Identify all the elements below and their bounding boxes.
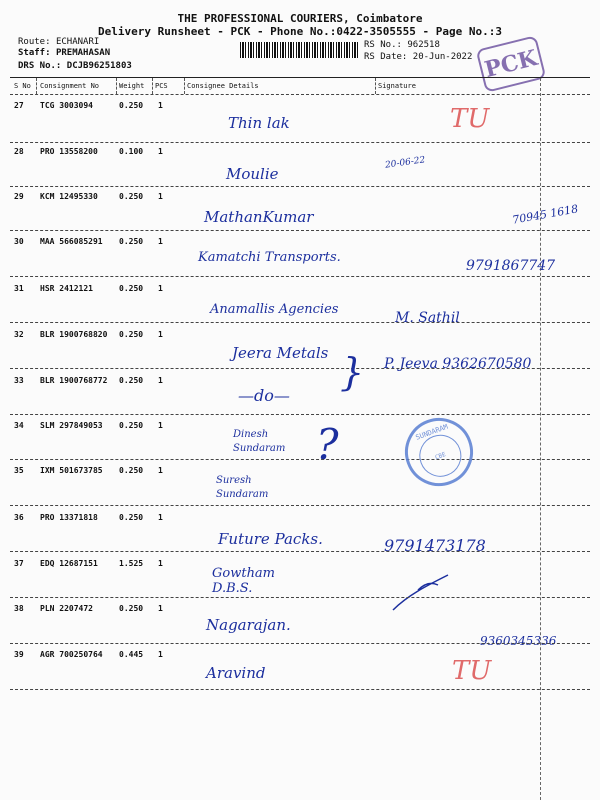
row-divider bbox=[10, 414, 590, 415]
row-consignee: Moulie bbox=[226, 165, 279, 183]
hdr-sep bbox=[116, 78, 117, 94]
row-signature: M. Sathil bbox=[395, 310, 460, 326]
row-divider bbox=[10, 186, 590, 187]
row-consignment: TCG 3003094 bbox=[40, 101, 93, 110]
row-pcs: 1 bbox=[158, 559, 163, 568]
table-top-rule bbox=[10, 77, 590, 78]
row-divider bbox=[10, 551, 590, 552]
row-consignment: EDQ 12687151 bbox=[40, 559, 98, 568]
col-consignee: Consignee Details bbox=[187, 82, 259, 90]
row-sno: 30 bbox=[14, 237, 24, 246]
staff-label: Staff: bbox=[18, 48, 51, 58]
row-weight: 0.250 bbox=[119, 237, 144, 246]
row-weight: 0.250 bbox=[119, 513, 144, 522]
row-pcs: 1 bbox=[158, 604, 163, 613]
brace-icon: ? bbox=[316, 420, 339, 469]
staff-info bbox=[18, 48, 110, 58]
row-weight: 0.445 bbox=[119, 650, 144, 659]
row-sno: 39 bbox=[14, 650, 24, 659]
row-consignment: KCM 12495330 bbox=[40, 192, 98, 201]
rs-no-value: 962518 bbox=[407, 40, 440, 50]
route-info bbox=[18, 37, 99, 47]
row-sno: 33 bbox=[14, 376, 24, 385]
row-signature: 20-06-22 bbox=[384, 155, 426, 171]
row-consignment: PRO 13371818 bbox=[40, 513, 98, 522]
row-pcs: 1 bbox=[158, 466, 163, 475]
row-consignee: Dinesh Sundaram bbox=[233, 429, 286, 454]
row-signature: 9791473178 bbox=[384, 536, 486, 555]
drs-info bbox=[18, 61, 132, 71]
row-consignment: PRO 13558200 bbox=[40, 147, 98, 156]
row-consignee: Anamallis Agencies bbox=[210, 302, 339, 317]
row-consignment: MAA 566085291 bbox=[40, 237, 103, 246]
row-consignment: AGR 700250764 bbox=[40, 650, 103, 659]
row-weight: 0.250 bbox=[119, 376, 144, 385]
row-sno: 31 bbox=[14, 284, 24, 293]
row-consignee: MathanKumar bbox=[204, 208, 314, 226]
row-pcs: 1 bbox=[158, 237, 163, 246]
row-consignment: BLR 1900768820 bbox=[40, 330, 108, 339]
row-consignment: SLM 297849053 bbox=[40, 421, 103, 430]
col-sno: S No bbox=[14, 82, 31, 90]
staff-value: PREMAHASAN bbox=[55, 48, 111, 58]
row-consignment: IXM 501673785 bbox=[40, 466, 103, 475]
rs-date-label: RS Date: bbox=[364, 52, 408, 62]
row-consignment: BLR 1900768772 bbox=[40, 376, 108, 385]
sundaram-stamp bbox=[395, 408, 482, 495]
row-sno: 35 bbox=[14, 466, 24, 475]
row-consignee: Jeera Metals bbox=[232, 344, 329, 362]
brace-icon: } bbox=[340, 350, 365, 394]
rs-date-info bbox=[364, 52, 472, 62]
row-pcs: 1 bbox=[158, 513, 163, 522]
row-weight: 0.100 bbox=[119, 147, 144, 156]
row-divider bbox=[10, 643, 590, 644]
row-weight: 0.250 bbox=[119, 421, 144, 430]
row-pcs: 1 bbox=[158, 147, 163, 156]
row-divider bbox=[10, 689, 590, 690]
row-divider bbox=[10, 459, 590, 460]
row-pcs: 1 bbox=[158, 101, 163, 110]
barcode bbox=[240, 42, 360, 58]
row-consignment: PLN 2207472 bbox=[40, 604, 93, 613]
stamp-inner-text: CBE bbox=[413, 429, 467, 483]
header-bottom-rule bbox=[10, 94, 590, 95]
row-sno: 28 bbox=[14, 147, 24, 156]
row-sno: 37 bbox=[14, 559, 24, 568]
row-divider bbox=[10, 230, 590, 231]
row-signature: P. Jeeva 9362670580 bbox=[384, 356, 532, 372]
signature-scribble bbox=[388, 570, 458, 614]
row-weight: 0.250 bbox=[119, 101, 144, 110]
row-divider bbox=[10, 276, 590, 277]
row-signature: 9360345336 bbox=[480, 634, 557, 648]
row-sno: 38 bbox=[14, 604, 24, 613]
row-pcs: 1 bbox=[158, 650, 163, 659]
row-weight: 0.250 bbox=[119, 466, 144, 475]
row-weight: 0.250 bbox=[119, 604, 144, 613]
row-consignee: —do— bbox=[238, 386, 290, 405]
route-value: ECHANARI bbox=[55, 37, 100, 47]
company-title: THE PROFESSIONAL COURIERS, Coimbatore bbox=[177, 12, 423, 25]
row-pcs: 1 bbox=[158, 330, 163, 339]
row-signature: 9791867747 bbox=[466, 258, 556, 274]
col-consignment: Consignment No bbox=[40, 82, 100, 90]
row-consignee: Aravind bbox=[206, 664, 266, 682]
row-sno: 36 bbox=[14, 513, 24, 522]
row-signature: TU bbox=[452, 656, 492, 686]
row-consignee: Thin lak bbox=[228, 114, 290, 132]
row-weight: 0.250 bbox=[119, 284, 144, 293]
hdr-sep bbox=[375, 78, 376, 94]
row-divider bbox=[10, 505, 590, 506]
row-signature: 70945 1618 bbox=[511, 202, 580, 227]
hdr-sep bbox=[184, 78, 185, 94]
row-weight: 0.250 bbox=[119, 330, 144, 339]
rs-no-info bbox=[364, 40, 440, 50]
col-signature: Signature bbox=[378, 82, 416, 90]
row-signature: TU bbox=[450, 104, 490, 134]
row-pcs: 1 bbox=[158, 421, 163, 430]
row-sno: 27 bbox=[14, 101, 24, 110]
row-consignee: Kamatchi Transports. bbox=[198, 250, 341, 265]
row-divider bbox=[10, 368, 590, 369]
row-divider bbox=[10, 322, 590, 323]
row-weight: 0.250 bbox=[119, 192, 144, 201]
route-label: Route: bbox=[18, 37, 51, 47]
row-consignee: Nagarajan. bbox=[206, 616, 291, 634]
col-pcs: PCS bbox=[155, 82, 168, 90]
row-consignee: Future Packs. bbox=[218, 530, 323, 548]
row-consignee: Gowtham D.B.S. bbox=[212, 566, 276, 596]
row-sno: 32 bbox=[14, 330, 24, 339]
row-pcs: 1 bbox=[158, 284, 163, 293]
hdr-sep bbox=[36, 78, 37, 94]
runsheet-subtitle: Delivery Runsheet - PCK - Phone No.:0422-3505555 - Page No.:3 bbox=[98, 25, 502, 38]
row-divider bbox=[10, 597, 590, 598]
row-sno: 29 bbox=[14, 192, 24, 201]
row-pcs: 1 bbox=[158, 376, 163, 385]
rs-no-label: RS No.: bbox=[364, 40, 402, 50]
rs-date-value: 20-Jun-2022 bbox=[412, 52, 473, 62]
col-weight: Weight bbox=[119, 82, 145, 90]
row-pcs: 1 bbox=[158, 192, 163, 201]
drs-value: DCJB96251803 bbox=[66, 61, 132, 71]
row-consignment: HSR 2412121 bbox=[40, 284, 93, 293]
pck-stamp: PCK bbox=[476, 35, 547, 93]
row-divider bbox=[10, 142, 590, 143]
row-consignee: Suresh Sundaram bbox=[216, 475, 269, 500]
stamp-outer-text: SUNDARAM bbox=[414, 422, 450, 442]
hdr-sep bbox=[152, 78, 153, 94]
row-sno: 34 bbox=[14, 421, 24, 430]
drs-label: DRS No.: bbox=[18, 61, 62, 71]
row-weight: 1.525 bbox=[119, 559, 144, 568]
